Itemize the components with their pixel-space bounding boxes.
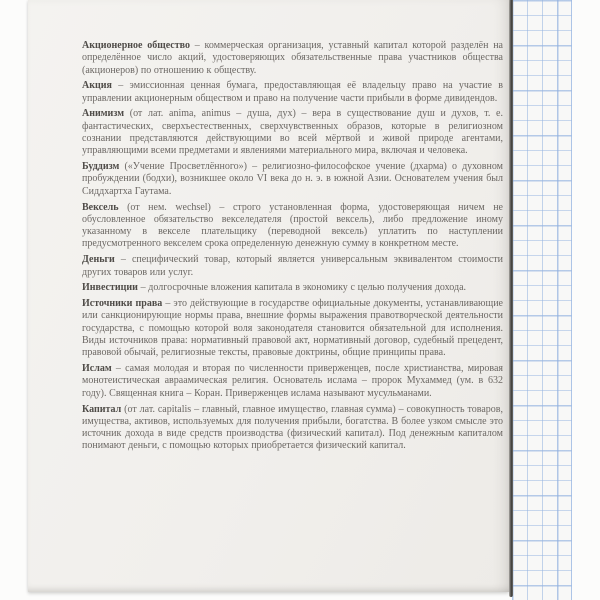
definition-text: – долгосрочные вложения капитала в экономику с целью получения дохода. bbox=[140, 282, 467, 294]
glossary-entry bbox=[82, 282, 503, 294]
term-label: Акционерное общество bbox=[82, 40, 190, 51]
definition-text: – это действующие в государстве официальные документы, устанавливающие или санкционирующие нормы права, внешние формы выражения правотворческой деятельности государства, с помощью которой воля законодателя становится обязательной для исполнения. Виды источников права: нормативный правовой акт, нормативный договор, судебный прецедент, правовой обычай, религиозные тексты, правовые доктрины, общие принципы права. bbox=[82, 298, 503, 359]
term-label: Источники права bbox=[82, 298, 163, 310]
term-label: Ислам bbox=[82, 363, 112, 375]
page-edge bbox=[509, 0, 513, 597]
definition-text: – специфический товар, который является универсальным эквивалентом стоимости других товаров или услуг. bbox=[82, 254, 503, 278]
definition-text: («Учение Просветлённого») – религиозно-философское учение (дхарма) о духовном пробуждении (бодхи), возникшее около VI века до н. э. в южной Азии. Основателем учения был Сиддхартха Гаутама. bbox=[82, 161, 504, 197]
glossary-entry bbox=[82, 202, 503, 251]
term-label: Вексель bbox=[82, 201, 119, 213]
glossary-entry bbox=[82, 40, 503, 77]
term-label: Инвестиции bbox=[82, 282, 138, 294]
glossary-entry bbox=[82, 108, 503, 157]
definition-text: – самая молодая и вторая по численности приверженцев, после христианства, мировая монотеистическая авраамическая религия. Основатель ислама – пророк Мухаммед (ум. в 632 году). Священная книга – Коран. Приверженцев ислама называют мусульманами. bbox=[82, 363, 504, 399]
definition-text: – эмиссионная ценная бумага, предоставляющая её владельцу право на участие в управлении акционерным обществом и право на получение части прибыли в форме дивидендов. bbox=[82, 80, 504, 104]
glossary-entry bbox=[82, 254, 503, 279]
book-page bbox=[28, 0, 509, 592]
definition-text: (от лат. capitalis – главный, главное имущество, главная сумма) – совокупность товаров, имущества, активов, используемых для получения прибыли, богатства. В более узком смысле это источник дохода в виде средств производства (физический капитал). Под денежным капиталом понимают деньги, с помощью которых приобретается физический капитал. bbox=[82, 403, 504, 452]
term-label: Буддизм bbox=[82, 161, 120, 173]
term-label: Деньги bbox=[82, 254, 115, 266]
glossary-entry bbox=[82, 161, 503, 198]
term-label: Акция bbox=[82, 80, 112, 92]
definition-text: – коммерческая организация, уставный капитал которой разделён на определённое число акций, удостоверяющих обязательственные права участников общества (акционеров) по отношению к обществу. bbox=[82, 40, 503, 76]
glossary-entry bbox=[82, 404, 503, 453]
definition-text: (от нем. wechsel) – строго установленная форма, удостоверяющая ничем не обусловленное обязательство векселедателя (простой вексель), либо предложение иному указанному в векселе плательщику (переводной вексель) уплатить по наступлении предусмотренного векселем срока определенную денежную сумму в конкретном месте. bbox=[82, 201, 503, 250]
term-label: Анимизм bbox=[82, 108, 125, 120]
glossary-entry bbox=[82, 80, 503, 105]
definition-text: (от лат. anima, animus – душа, дух) – вера в существование душ и духов, т. е. фантастических, сверхъестественных, сверхчувственных образов, которые в религиозном сознании представляются действующими во всей мёртвой и живой природе агентами, управляющими всеми предметами и явлениями материального мира, включая и человека. bbox=[82, 108, 503, 157]
glossary-entry bbox=[82, 363, 503, 400]
term-label: Капитал bbox=[82, 403, 122, 415]
glossary-text-block bbox=[82, 40, 503, 456]
glossary-entry bbox=[82, 298, 503, 359]
notebook-grid-paper bbox=[512, 0, 572, 600]
